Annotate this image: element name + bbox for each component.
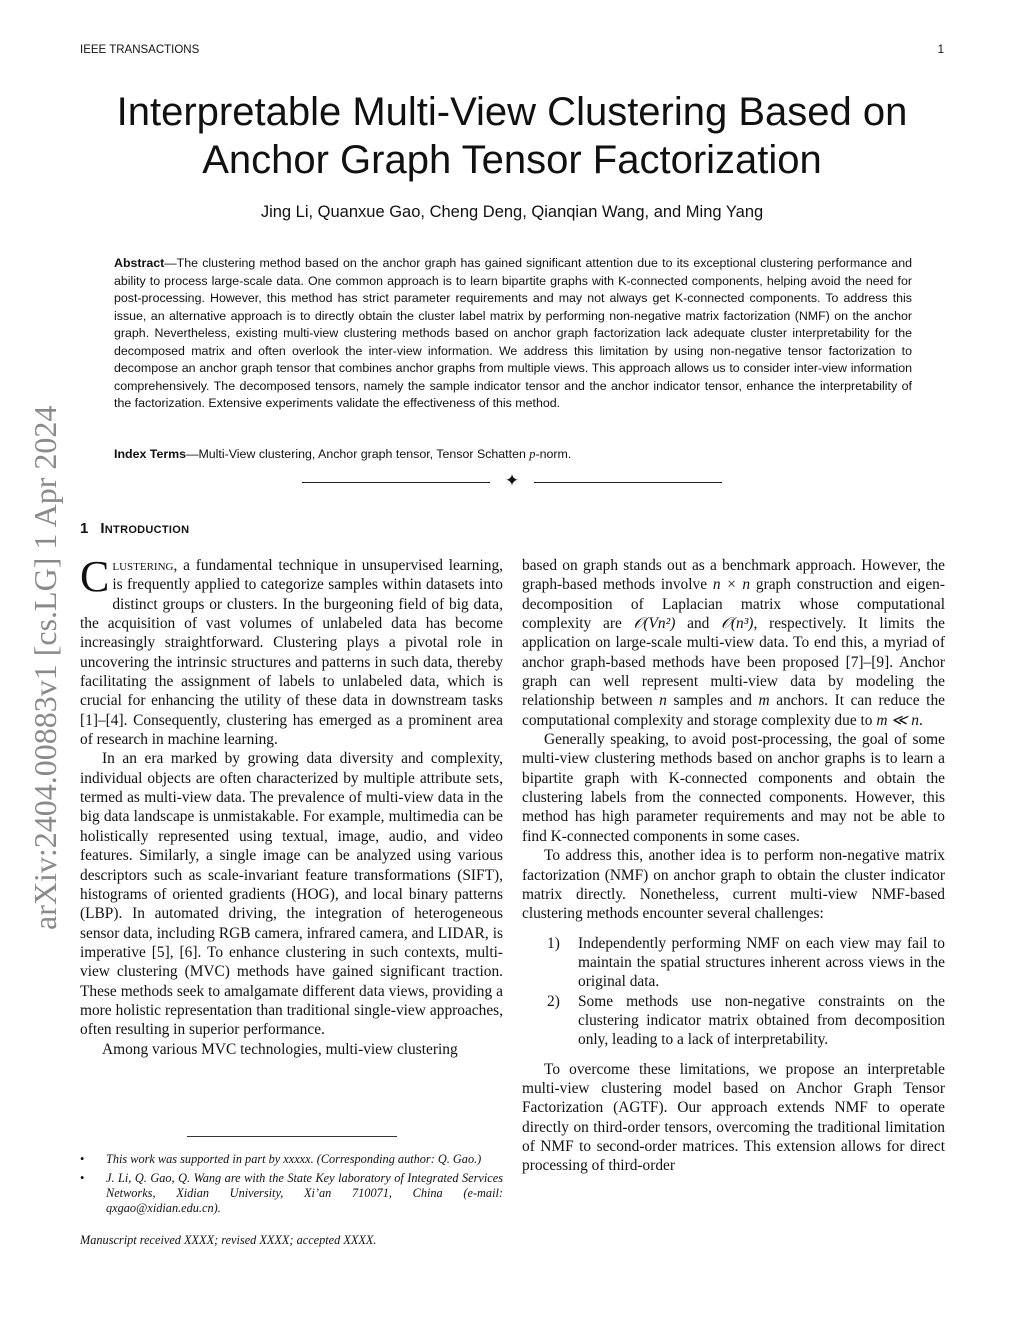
math-inline: m <box>758 692 770 710</box>
index-terms-var: p <box>529 447 536 461</box>
footnote-rule <box>187 1136 397 1137</box>
math-inline: 𝒪(Vn²) <box>633 615 676 633</box>
bullet-icon: • <box>80 1152 85 1166</box>
footnotes <box>80 1152 503 1220</box>
right-column <box>522 556 945 1176</box>
paragraph <box>80 552 503 749</box>
author-list: Jing Li, Quanxue Gao, Cheng Deng, Qianqian Wang, and Ming Yang <box>260 203 764 221</box>
text-run: based on graph stands out as a benchmark approach. However, the graph-based methods involve <box>522 557 945 594</box>
text-run: and <box>675 615 722 633</box>
paper-title: Interpretable Multi-View Clustering Based on Anchor Graph Tensor Factorization <box>116 90 908 182</box>
left-column <box>80 552 503 1059</box>
section-number: 1 <box>80 520 89 537</box>
section-divider <box>302 471 722 490</box>
abstract <box>114 255 912 413</box>
text-run: anchors. It can reduce the computational complexity and storage complexity due to <box>522 692 945 729</box>
math-inline: n <box>659 692 667 710</box>
divider-star-icon: ✦ <box>504 471 520 490</box>
paragraph-text: , a fundamental technique in unsupervised learning, is frequently applied to categorize samples within datasets into distinct groups or clusters. In the burgeoning field of big data, the acquisition of vast volumes of unlabeled data has become increasingly straightforward. Clustering plays a pivotal role in uncovering the intrinsic structures and patterns in such data, thereby facilitating the assignment of labels to unlabeled data, which is crucial for enhancing the utility of these data in downstream tasks [1]–[4]. Consequently, clustering has emerged as a prominent area of research in machine learning. <box>80 557 503 749</box>
bullet-icon: • <box>80 1171 85 1185</box>
divider-line-left <box>302 482 490 483</box>
list-text: Independently performing NMF on each view may fail to maintain the spatial structures inherent across views in the original data. <box>578 934 945 991</box>
text-run: , respectively. It limits the application on large-scale multi-view data. To end this, a myriad of anchor graph-based methods have been proposed [7]–[9]. Anchor graph can well represent multi-view data by modeling the relationship between <box>522 615 945 710</box>
text-run: graph construction and eigen-decomposition of Laplacian matrix whose computational complexity are <box>522 576 945 633</box>
index-terms <box>114 447 912 462</box>
section-title: Introduction <box>100 520 190 537</box>
footnote <box>80 1152 503 1167</box>
index-terms-text: —Multi-View clustering, Anchor graph tensor, Tensor Schatten <box>186 447 530 461</box>
section-heading <box>80 520 189 537</box>
math-inline: n × n <box>712 576 751 594</box>
list-item <box>522 992 945 1050</box>
paragraph: To overcome these limitations, we propose an interpretable multi-view clustering model based on Anchor Graph Tensor Factorization (AGTF). Our approach extends NMF to operate directly on third-order tensors, overcoming the traditional limitation of NMF to second-order matrices. This extension allows for direct processing of third-order <box>522 1060 945 1175</box>
page-number: 1 <box>937 44 944 56</box>
paragraph: In an era marked by growing data diversity and complexity, individual objects are often characterized by multiple attribute sets, termed as multi-view data. The prevalence of multi-view data in the big data landscape is unmistakable. For example, multimedia can be holistically represented using textual, image, audio, and video features. Similarly, a single image can be analyzed using various descriptors such as scale-invariant feature transformations (SIFT), histograms of oriented gradients (HOG), and local binary patterns (LBP). In automated driving, the integration of heterogeneous sensor data, including RGB camera, infrared camera, and LIDAR, is imperative [5], [6]. To enhance clustering in such contexts, multi-view clustering (MVC) methods have gained significant traction. These methods seek to amalgamate different data views, providing a more holistic representation than traditional single-view approaches, often resulting in superior performance. <box>80 750 503 1039</box>
paragraph: Among various MVC technologies, multi-view clustering <box>102 1040 458 1058</box>
abstract-label: Abstract <box>114 256 165 270</box>
divider-line-right <box>534 482 722 483</box>
list-number: 2) <box>547 992 560 1010</box>
text-run: samples and <box>666 692 759 710</box>
list-number: 1) <box>547 934 560 952</box>
running-header <box>80 44 944 56</box>
index-terms-label: Index Terms <box>114 447 187 461</box>
text-run: . <box>918 711 923 729</box>
journal-name: IEEE TRANSACTIONS <box>80 44 200 56</box>
footnote-text: This work was supported in part by xxxxx. (Corresponding author: Q. Gao.) <box>106 1152 482 1166</box>
challenge-list <box>522 934 945 1050</box>
index-terms-suffix: -norm. <box>535 447 572 461</box>
smallcaps-word: lustering <box>112 557 174 574</box>
footnote-text: J. Li, Q. Gao, Q. Wang are with the State Key laboratory of Integrated Services Networks, Xidian University, Xi’an 710071, China (e-mail: qxgao@xidian.edu.cn). <box>106 1171 503 1215</box>
paragraph: To address this, another idea is to perform non-negative matrix factorization (NMF) on anchor graph to obtain the cluster indicator matrix directly. Nonetheless, current multi-view NMF-based clustering methods encounter several challenges: <box>522 847 945 923</box>
drop-cap: C <box>80 552 110 601</box>
list-text: Some methods use non-negative constraints on the clustering indicator matrix obtained from decomposition only, leading to a lack of interpretability. <box>578 992 945 1049</box>
paragraph: Generally speaking, to avoid post-processing, the goal of some multi-view clustering methods based on anchor graphs is to learn a bipartite graph with K-connected components and obtain the clustering labels from the connected components. However, this method has high parameter requirements and may not be able to find K-connected components in some cases. <box>522 731 945 845</box>
manuscript-note: Manuscript received XXXX; revised XXXX; accepted XXXX. <box>80 1233 377 1247</box>
footnote <box>80 1171 503 1216</box>
arxiv-stamp: arXiv:2404.00883v1 [cs.LG] 1 Apr 2024 <box>27 405 63 930</box>
list-item <box>522 934 945 992</box>
math-inline: 𝒪(n³) <box>721 615 754 633</box>
paragraph <box>522 556 945 730</box>
abstract-text: —The clustering method based on the anchor graph has gained significant attention due to its exceptional clustering performance and ability to process large-scale data. One common approach is to learn bipartite graphs with K-connected components, helping avoid the need for post-processing. However, this method has strict parameter requirements and may not always get K-connected components. To address this issue, an alternative approach is to directly obtain the cluster label matrix by performing non-negative matrix factorization (NMF) on the anchor graph. Nevertheless, existing multi-view clustering methods based on anchor graph factorization lack adequate cluster interpretability for the decomposed matrix and often overlook the inter-view information. We address this limitation by using non-negative tensor factorization to decompose an anchor graph tensor that combines anchor graphs from multiple views. This approach allows us to consider inter-view information comprehensively. The decomposed tensors, namely the sample indicator tensor and the anchor indicator tensor, enhance the interpretability of the factorization. Extensive experiments validate the effectiveness of this method. <box>114 256 912 410</box>
math-inline: m ≪ n <box>876 711 919 729</box>
